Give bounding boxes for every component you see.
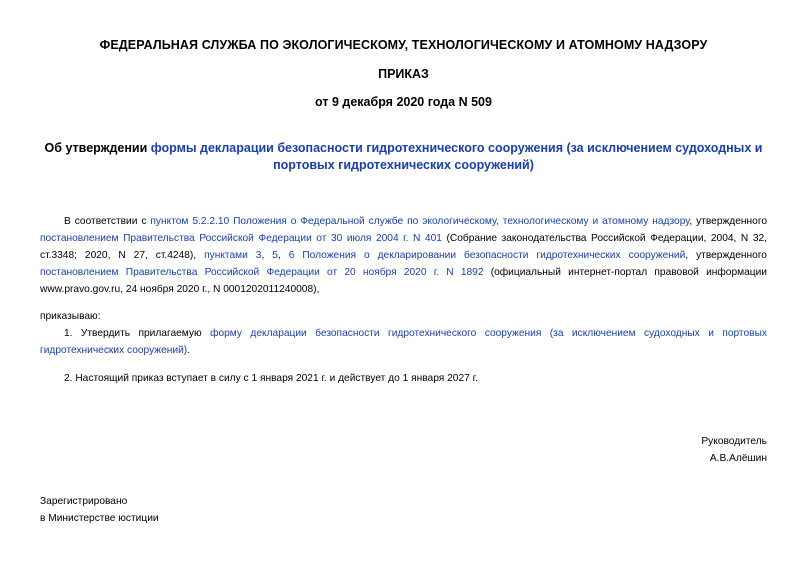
- document-title: [40, 140, 767, 174]
- preamble-text-1: В соответствии с: [64, 216, 151, 227]
- item1-text: 1. Утвердить прилагаемую: [64, 328, 211, 339]
- link-clause-5[interactable]: 5: [272, 250, 278, 261]
- preamble-text-6: , утвержденного: [685, 250, 767, 261]
- link-clause-3[interactable]: пунктами 3: [204, 250, 262, 261]
- document-date: от 9 декабря 2020 года N 509: [315, 95, 492, 109]
- preamble-text-4: ,: [261, 250, 273, 261]
- document-type: ПРИКАЗ: [378, 67, 429, 81]
- title-prefix: Об утверждении: [44, 141, 151, 155]
- preamble-paragraph: [40, 213, 767, 298]
- preamble-text-5: ,: [277, 250, 289, 261]
- registration-line-1: Зарегистрировано: [40, 496, 128, 507]
- title-form-link[interactable]: формы декларации безопасности гидротехнического сооружения (за исключением судоходных и портовых гидротехнических сооружений): [150, 141, 763, 172]
- order-item-1: [40, 325, 767, 359]
- signature-name: А.В.Алёшин: [709, 453, 767, 464]
- preamble-text-3: (Собрание законодательства Российской Федерации, 2004, N 32, ст.3348; 2020, N 27, ст.4248),: [40, 233, 767, 261]
- agency-name: ФЕДЕРАЛЬНАЯ СЛУЖБА ПО ЭКОЛОГИЧЕСКОМУ, ТЕХНОЛОГИЧЕСКОМУ И АТОМНОМУ НАДЗОРУ: [99, 38, 708, 52]
- order-keyword: приказываю:: [40, 311, 101, 322]
- order-item-2: 2. Настоящий приказ вступает в силу с 1 января 2021 г. и действует до 1 января 2027 г.: [64, 373, 478, 384]
- link-clause-5-2-2-10[interactable]: пунктом 5.2.2.10 Положения о Федеральной службе по экологическому, технологическому и атомному надзору: [150, 216, 690, 227]
- registration-line-2: в Министерстве юстиции: [40, 513, 159, 524]
- preamble-text-7: (официальный интернет-портал правовой информации www.pravo.gov.ru, 24 ноября 2020 г., N 0001202011240008),: [40, 267, 767, 295]
- link-resolution-1892[interactable]: постановлением Правительства Российской Федерации от 20 ноября 2020 г. N 1892: [40, 267, 484, 278]
- signature-position: Руководитель: [701, 436, 767, 447]
- signature-block: [701, 433, 767, 467]
- item1-end: .: [187, 345, 191, 356]
- link-resolution-401[interactable]: постановлением Правительства Российской Федерации от 30 июля 2004 г. N 401: [40, 233, 442, 244]
- preamble-text-2: , утвержденного: [689, 216, 767, 227]
- link-clause-6[interactable]: 6 Положения о декларировании безопасности гидротехнических сооружений: [288, 250, 686, 261]
- registration-note: [40, 493, 159, 527]
- link-declaration-form[interactable]: форму декларации безопасности гидротехнического сооружения (за исключением судоходных и портовых гидротехнических сооружений): [40, 328, 767, 356]
